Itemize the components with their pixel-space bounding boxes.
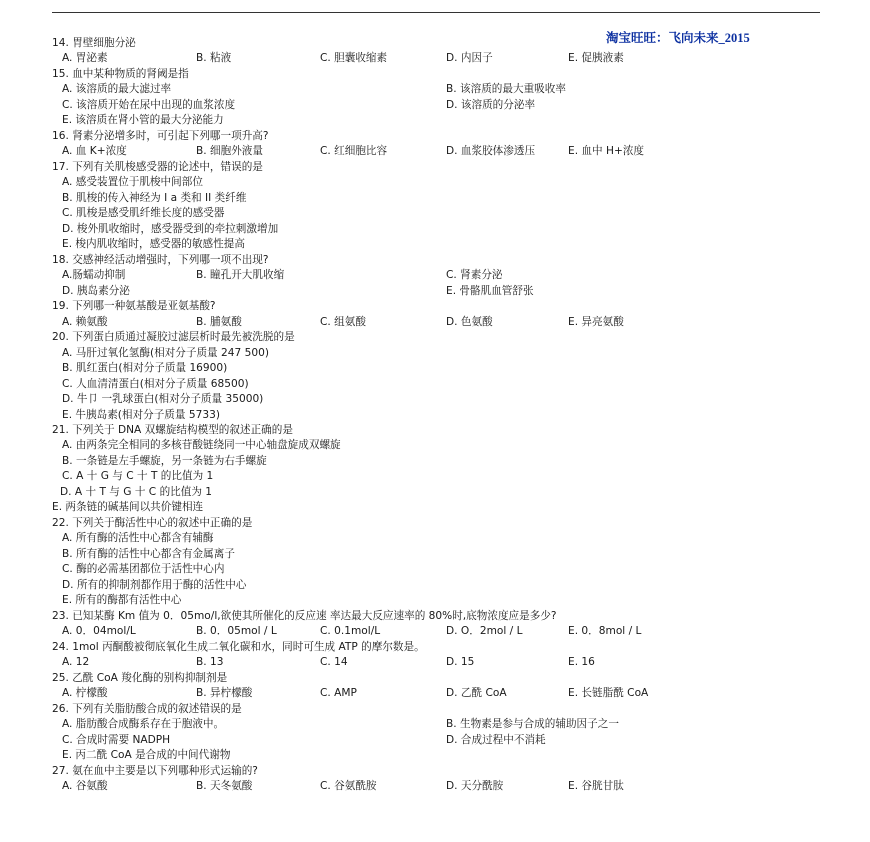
answer-option: E. 促胰液素: [568, 52, 624, 65]
answer-option: C. 组氨酸: [320, 315, 366, 328]
answer-option: E. 骨骼肌血管舒张: [446, 284, 534, 297]
answer-option: E. 两条链的碱基间以共价键相连: [52, 501, 204, 514]
answer-option: C. 肾素分泌: [446, 269, 503, 282]
answer-option: A. 所有酶的活性中心都含有辅酶: [62, 532, 214, 545]
answer-option: A. 感受装置位于肌梭中间部位: [62, 176, 203, 189]
answer-option: D. O．2mol / L: [446, 625, 523, 638]
answer-option: A.肠蠕动抑制: [62, 269, 126, 282]
answer-option: A. 柠檬酸: [62, 687, 108, 700]
answer-option: E. 梭内肌收缩时，感受器的敏感性提高: [62, 238, 245, 251]
question-stem: 26. 下列有关脂肪酸合成的叙述错误的是: [52, 702, 242, 715]
answer-option: A. 0．04mol/L: [62, 625, 136, 638]
answer-option: B. 肌梭的传入神经为 I a 类和 II 类纤维: [62, 191, 247, 204]
answer-option: D. 合成过程中不消耗: [446, 733, 546, 746]
answer-option: C. 该溶质开始在尿中出现的血浆浓度: [62, 98, 236, 111]
answer-option: C. 酶的必需基团都位于活性中心内: [62, 563, 225, 576]
answer-option: C. 0.1mol/L: [320, 625, 381, 638]
answer-option: A. 由两条完全相同的多核苷酸链绕同一中心轴盘旋成双螺旋: [62, 439, 341, 452]
question-stem: 23. 已知某酶 Km 值为 0．05mo/l,欲使其所催化的反应速 率达最大反应速率的 80%时,底物浓度应是多少?: [52, 609, 557, 622]
answer-option: D. 天分酰胺: [446, 780, 504, 793]
answer-option: C. 红细胞比容: [320, 145, 388, 158]
question-stem: 20. 下列蛋白质通过凝胶过滤层析时最先被洗脱的是: [52, 331, 295, 344]
question-stem: 25. 乙酰 CoA 羧化酶的别构抑制剂是: [52, 671, 228, 684]
answer-option: E. 血中 H+浓度: [568, 145, 645, 158]
answer-option: D. 该溶质的分泌率: [446, 98, 536, 111]
question-stem: 24. 1mol 丙酮酸被彻底氧化生成二氧化碳和水，同时可生成 ATP 的摩尔数是。: [52, 640, 425, 653]
answer-option: A. 胃泌素: [62, 52, 108, 65]
answer-option: A. 赖氨酸: [62, 315, 108, 328]
question-stem: 22. 下列关于酶活性中心的叙述中正确的是: [52, 516, 253, 529]
answer-option: B. 天冬氨酸: [196, 780, 253, 793]
question-stem: 17. 下列有关肌梭感受器的论述中，错误的是: [52, 160, 263, 173]
answer-option: B. 一条链是左手螺旋，另一条链为右手螺旋: [62, 454, 267, 467]
answer-option: A. 血 K+浓度: [62, 145, 127, 158]
answer-option: A. 脂肪酸合成酶系存在于胞液中。: [62, 718, 225, 731]
answer-option: E. 异亮氨酸: [568, 315, 624, 328]
answer-option: D. 15: [446, 656, 475, 669]
answer-option: A. 12: [62, 656, 90, 669]
answer-option: C. 人血清清蛋白(相对分子质量 68500): [62, 377, 249, 390]
answer-option: B. 肌红蛋白(相对分子质量 16900): [62, 362, 228, 375]
answer-option: C. 肌梭是感受肌纤维长度的感受器: [62, 207, 225, 220]
answer-option: C. A 十 G 与 C 十 T 的比值为 1: [62, 470, 214, 483]
answer-option: B. 该溶质的最大重吸收率: [446, 83, 566, 96]
answer-option: A. 谷氨酸: [62, 780, 108, 793]
answer-option: C. 合成时需要 NADPH: [62, 733, 171, 746]
question-stem: 27. 氨在血中主要是以下列哪种形式运输的?: [52, 764, 258, 777]
answer-option: D. 色氨酸: [446, 315, 493, 328]
answer-option: A. 马肝过氧化氢酶(相对分子质量 247 500): [62, 346, 269, 359]
answer-option: E. 丙二酰 CoA 是合成的中间代谢物: [62, 749, 231, 762]
answer-option: C. 14: [320, 656, 348, 669]
answer-option: D. 血浆胶体渗透压: [446, 145, 536, 158]
answer-option: A. 该溶质的最大滤过率: [62, 83, 172, 96]
answer-option: D. 乙酰 CoA: [446, 687, 507, 700]
answer-option: D. 所有的抑制剂都作用于酶的活性中心: [62, 578, 247, 591]
answer-option: B. 瞳孔开大肌收缩: [196, 269, 285, 282]
answer-option: D. 内因子: [446, 52, 493, 65]
answer-option: D. 胰岛素分泌: [62, 284, 130, 297]
shop-watermark: 淘宝旺旺：飞向未来_2015: [606, 31, 750, 45]
answer-option: E. 所有的酶都有活性中心: [62, 594, 182, 607]
answer-option: B. 0．05mol / L: [196, 625, 277, 638]
question-stem: 21. 下列关于 DNA 双螺旋结构模型的叙述正确的是: [52, 424, 293, 436]
answer-option: E. 0．8mol / L: [568, 625, 642, 638]
question-stem: 19. 下列哪一种氨基酸是亚氨基酸?: [52, 300, 216, 313]
answer-option: D. 牛卩 一乳球蛋白(相对分子质量 35000): [62, 393, 264, 406]
answer-option: D. A 十 T 与 G 十 C 的比值为 1: [60, 485, 213, 498]
answer-option: E. 该溶质在肾小管的最大分泌能力: [62, 114, 224, 127]
answer-option: B. 脯氨酸: [196, 315, 242, 328]
answer-option: E. 牛胰岛素(相对分子质量 5733): [62, 408, 220, 421]
answer-option: C. AMP: [320, 687, 357, 700]
question-stem: 18. 交感神经活动增强时，下列哪一项不出现?: [52, 253, 269, 266]
answer-option: E. 长链脂酰 CoA: [568, 687, 649, 700]
question-stem: 14. 胃壁细胞分泌: [52, 37, 136, 49]
answer-option: E. 16: [568, 656, 595, 669]
answer-option: B. 生物素是参与合成的辅助因子之一: [446, 718, 619, 731]
answer-option: B. 粘液: [196, 52, 232, 65]
answer-option: B. 异柠檬酸: [196, 687, 253, 700]
question-stem: 15. 血中某种物质的肾阈是指: [52, 67, 189, 80]
answer-option: B. 所有酶的活性中心都含有金属离子: [62, 547, 235, 560]
answer-option: C. 谷氨酰胺: [320, 780, 377, 793]
answer-option: E. 谷胱甘肽: [568, 780, 624, 793]
question-stem: 16. 肾素分泌增多时，可引起下列哪一项升高?: [52, 129, 269, 142]
answer-option: B. 细胞外液量: [196, 145, 263, 158]
answer-option: B. 13: [196, 656, 224, 669]
header-rule: [52, 12, 820, 13]
answer-option: D. 梭外肌收缩时，感受器受到的牵拉刺激增加: [62, 222, 279, 235]
answer-option: C. 胆囊收缩素: [320, 52, 388, 65]
